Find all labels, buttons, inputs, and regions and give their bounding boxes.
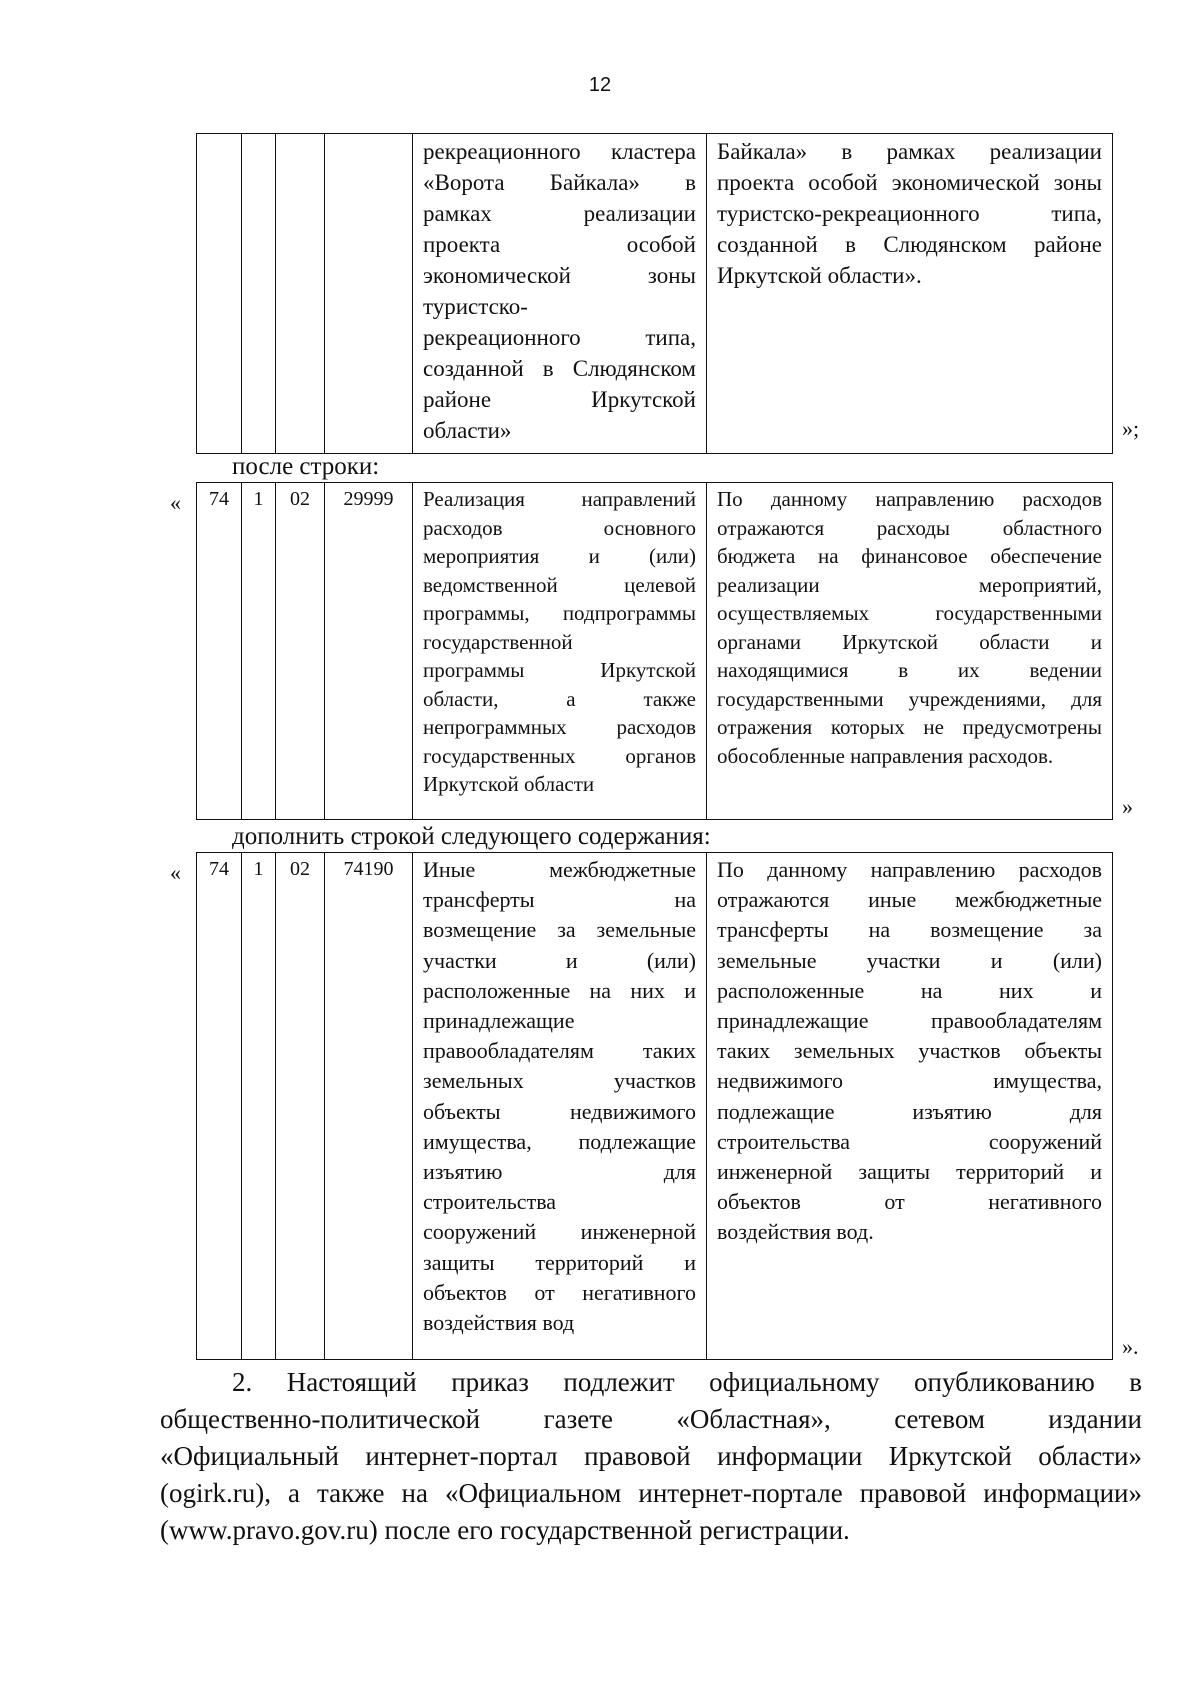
- paragraph-line: 2. Настоящий приказ подлежит официальному опубликованию в: [232, 1367, 1142, 1397]
- code-cell-3: 02: [276, 483, 325, 820]
- name-line: расположенные на них и: [423, 977, 696, 1003]
- closing-quote: »;: [1122, 416, 1140, 441]
- name-line: ведомственной целевой: [423, 572, 696, 597]
- name-line: государственной: [423, 629, 573, 654]
- desc-line: Байкала» в рамках реализации: [717, 139, 1102, 164]
- desc-line: Иркутской области».: [717, 263, 922, 288]
- desc-line: находящимися в их ведении: [717, 658, 1102, 682]
- name-line: строительства: [423, 1189, 557, 1215]
- code-cell-3: [276, 134, 325, 454]
- name-line: изъятию для: [423, 1159, 696, 1185]
- opening-quote: «: [170, 860, 181, 885]
- desc-line: подлежащие изъятию для: [717, 1098, 1102, 1124]
- name-line: созданной в Слюдянском: [423, 356, 696, 381]
- name-line: области, а также: [423, 686, 696, 711]
- name-line: проекта особой: [423, 232, 696, 257]
- desc-line: расположенные на них и: [717, 977, 1102, 1003]
- page-number: 12: [588, 74, 612, 96]
- code-cell-2: 1: [242, 483, 276, 820]
- table-row: [197, 853, 1113, 1360]
- name-line: имущества, подлежащие: [423, 1128, 696, 1154]
- name-line: воздействия вод: [423, 1310, 575, 1336]
- name-line: рекреационного кластера: [423, 139, 696, 164]
- paragraph-line: (ogirk.ru), а также на «Официальном интернет-портале правовой информации»: [160, 1478, 1142, 1508]
- desc-line: созданной в Слюдянском районе: [717, 232, 1102, 257]
- name-line: туристско-: [423, 294, 528, 319]
- desc-line: бюджета на финансовое обеспечение: [717, 544, 1102, 568]
- direction-name-cell: [413, 134, 707, 454]
- desc-line: воздействия вод.: [717, 1219, 874, 1245]
- desc-line: строительства сооружений: [717, 1128, 1102, 1154]
- desc-line: По данному направлению расходов: [717, 487, 1102, 511]
- desc-line: проекта особой экономической зоны: [717, 170, 1102, 195]
- name-line: защиты территорий и: [423, 1249, 696, 1275]
- name-line: рамках реализации: [423, 201, 696, 226]
- closing-quote: ».: [1122, 1334, 1139, 1359]
- reference-row-table: [196, 482, 1113, 820]
- code-cell-1: 74: [197, 483, 242, 820]
- direction-name-cell: [413, 853, 707, 1360]
- name-line: принадлежащие: [423, 1008, 575, 1034]
- name-line: объекты недвижимого: [423, 1098, 696, 1124]
- name-line: программы, подпрограммы: [423, 601, 696, 625]
- desc-line: туристско-рекреационного типа,: [717, 201, 1102, 226]
- name-line: сооружений инженерной: [423, 1219, 696, 1245]
- code-cell-4: 74190: [325, 853, 413, 1360]
- caption-add-row: дополнить строкой следующего содержания:: [232, 823, 711, 850]
- name-line: возмещение за земельные: [423, 917, 696, 943]
- code-cell-2: [242, 134, 276, 454]
- desc-line: объектов от негативного: [717, 1189, 1102, 1215]
- direction-description-cell: [707, 134, 1113, 454]
- desc-line: земельные участки и (или): [717, 947, 1102, 973]
- continued-row-table: [196, 133, 1113, 454]
- desc-line: таких земельных участков объекты: [717, 1038, 1102, 1064]
- direction-description-cell: [707, 853, 1113, 1360]
- name-line: мероприятия и (или): [423, 544, 696, 568]
- name-line: государственных органов: [423, 743, 696, 768]
- name-line: трансферты на: [423, 887, 696, 913]
- name-line: расходов основного: [423, 515, 696, 540]
- name-line: непрограммных расходов: [423, 715, 696, 739]
- desc-line: отражения которых не предусмотрены: [717, 715, 1102, 739]
- name-line: области»: [423, 418, 512, 443]
- name-line: объектов от негативного: [423, 1279, 696, 1305]
- paragraph-line: общественно-политической газете «Областная», сетевом издании: [160, 1404, 1142, 1434]
- publication-paragraph: [160, 1364, 1142, 1549]
- desc-line: обособленные направления расходов.: [717, 743, 1054, 768]
- code-cell-4: [325, 134, 413, 454]
- name-line: экономической зоны: [423, 263, 696, 288]
- desc-line: трансферты на возмещение за: [717, 917, 1102, 943]
- opening-quote: «: [170, 490, 181, 515]
- desc-line: инженерной защиты территорий и: [717, 1159, 1102, 1185]
- name-line: рекреационного типа,: [423, 325, 696, 350]
- code-cell-4: 29999: [325, 483, 413, 820]
- desc-line: реализации мероприятий,: [717, 572, 1102, 597]
- name-line: земельных участков: [423, 1068, 696, 1094]
- table-row: [197, 483, 1113, 820]
- name-line: Иные межбюджетные: [423, 857, 696, 882]
- new-row-table: [196, 852, 1113, 1360]
- paragraph-line: «Официальный интернет-портал правовой информации Иркутской области»: [160, 1441, 1142, 1471]
- desc-line: По данному направлению расходов: [717, 857, 1102, 882]
- code-cell-1: [197, 134, 242, 454]
- direction-name-cell: [413, 483, 707, 820]
- code-cell-1: 74: [197, 853, 242, 1360]
- caption-after-row: после строки:: [232, 453, 380, 480]
- code-cell-2: 1: [242, 853, 276, 1360]
- desc-line: недвижимого имущества,: [717, 1068, 1102, 1094]
- name-line: Иркутской области: [423, 772, 595, 796]
- name-line: программы Иркутской: [423, 658, 696, 682]
- name-line: Реализация направлений: [423, 487, 696, 511]
- name-line: участки и (или): [423, 947, 696, 973]
- name-line: правообладателям таких: [423, 1038, 696, 1064]
- desc-line: принадлежащие правообладателям: [717, 1008, 1102, 1034]
- desc-line: органами Иркутской области и: [717, 629, 1102, 654]
- desc-line: осуществляемых государственными: [717, 601, 1102, 625]
- table-row: [197, 134, 1113, 454]
- name-line: «Ворота Байкала» в: [423, 170, 696, 195]
- desc-line: государственными учреждениями, для: [717, 686, 1102, 711]
- code-cell-3: 02: [276, 853, 325, 1360]
- direction-description-cell: [707, 483, 1113, 820]
- paragraph-line: (www.pravo.gov.ru) после его государственной регистрации.: [160, 1515, 850, 1545]
- desc-line: отражаются иные межбюджетные: [717, 887, 1102, 913]
- desc-line: отражаются расходы областного: [717, 515, 1102, 540]
- closing-quote: »: [1122, 794, 1133, 819]
- name-line: районе Иркутской: [423, 387, 696, 412]
